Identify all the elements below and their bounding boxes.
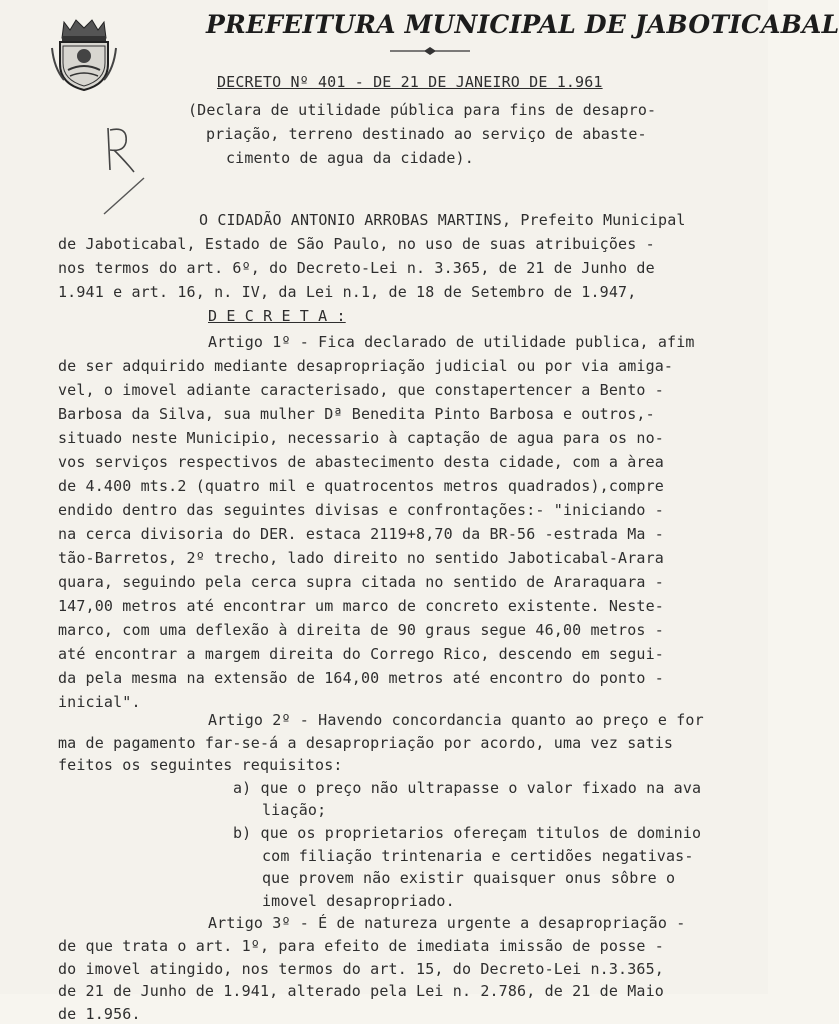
article3-line: de 21 de Junho de 1.941, alterado pela Lei n. 2.786, de 21 de Maio [58,982,664,1001]
preamble-line: 1.941 e art. 16, n. IV, da Lei n.1, de 18 de Setembro de 1.947, [58,283,637,301]
requirement-line: que provem não existir quaisquer onus sôbre o [262,869,676,888]
article3-line: do imovel atingido, nos termos do art. 15, do Decreto-Lei n.3.365, [58,959,664,978]
article2-line: Artigo 2º - Havendo concordancia quanto ao preço e for [208,711,704,729]
summary-line: cimento de agua da cidade). [226,149,474,167]
requirement-line: liação; [262,801,327,820]
preamble-line: de Jaboticabal, Estado de São Paulo, no uso de suas atribuições - [58,235,655,253]
decreta-heading: D E C R E T A : [208,307,346,325]
article1-line: vos serviços respectivos de abastecimento desta cidade, com a àrea [58,453,664,471]
article2-line: ma de pagamento far-se-á a desapropriação por acordo, uma vez satis [58,733,674,752]
article1-line: quara, seguindo pela cerca supra citada no sentido de Araraquara - [58,573,664,591]
preamble-line: nos termos do art. 6º, do Decreto-Lei n. 3.365, de 21 de Junho de [58,259,655,277]
article1-line: Barbosa da Silva, sua mulher Dª Benedita Pinto Barbosa e outros,- [58,405,655,423]
article3-line: de 1.956. [58,1004,141,1023]
article1-line: vel, o imovel adiante caracterisado, que constapertencer a Bento - [58,381,664,399]
article1-line: marco, com uma deflexão à direita de 90 graus segue 46,00 metros - [58,621,664,639]
article1-line: Artigo 1º - Fica declarado de utilidade publica, afim [208,333,695,351]
article2-line: feitos os seguintes requisitos: [58,756,343,775]
municipal-crest-icon [50,18,118,92]
letterhead-ornament-icon [390,46,470,56]
article1-line: inicial". [58,693,141,711]
article1-line: tão-Barretos, 2º trecho, lado direito no sentido Jaboticabal-Arara [58,549,664,567]
article1-line: 147,00 metros até encontrar um marco de concreto existente. Neste- [58,597,664,615]
article1-line: endido dentro das seguintes divisas e confrontações:- "iniciando - [58,501,664,519]
article3-line: de que trata o art. 1º, para efeito de imediata imissão de posse - [58,937,664,955]
requirement-line: a) que o preço não ultrapasse o valor fixado na ava [233,778,702,797]
article1-line: situado neste Municipio, necessario à captação de agua para os no- [58,429,664,447]
article1-line: na cerca divisoria do DER. estaca 2119+8,70 da BR-56 -estrada Ma - [58,525,664,543]
summary-line: (Declara de utilidade pública para fins de desapro- [188,101,657,119]
decree-title: DECRETO Nº 401 - DE 21 DE JANEIRO DE 1.961 [217,73,603,91]
preamble-line: O CIDADÃO ANTONIO ARROBAS MARTINS, Prefeito Municipal [199,211,686,229]
requirement-line: imovel desapropriado. [262,891,455,910]
handwritten-mark [96,108,160,218]
requirement-line: com filiação trintenaria e certidões negativas- [262,846,694,865]
article1-line: até encontrar a margem direita do Corrego Rico, descendo em segui- [58,645,664,663]
article1-line: de ser adquirido mediante desapropriação judicial ou por via amiga- [58,357,674,375]
summary-line: priação, terreno destinado ao serviço de abaste- [206,125,647,143]
article1-line: de 4.400 mts.2 (quatro mil e quatrocentos metros quadrados),compre [58,477,664,495]
requirement-line: b) que os proprietarios ofereçam titulos de dominio [233,824,702,842]
article3-line: Artigo 3º - É de natureza urgente a desapropriação - [208,914,686,933]
letterhead-title: PREFEITURA MUNICIPAL DE JABOTICABAL [206,10,839,39]
article1-line: da pela mesma na extensão de 164,00 metros até encontro do ponto - [58,669,664,687]
